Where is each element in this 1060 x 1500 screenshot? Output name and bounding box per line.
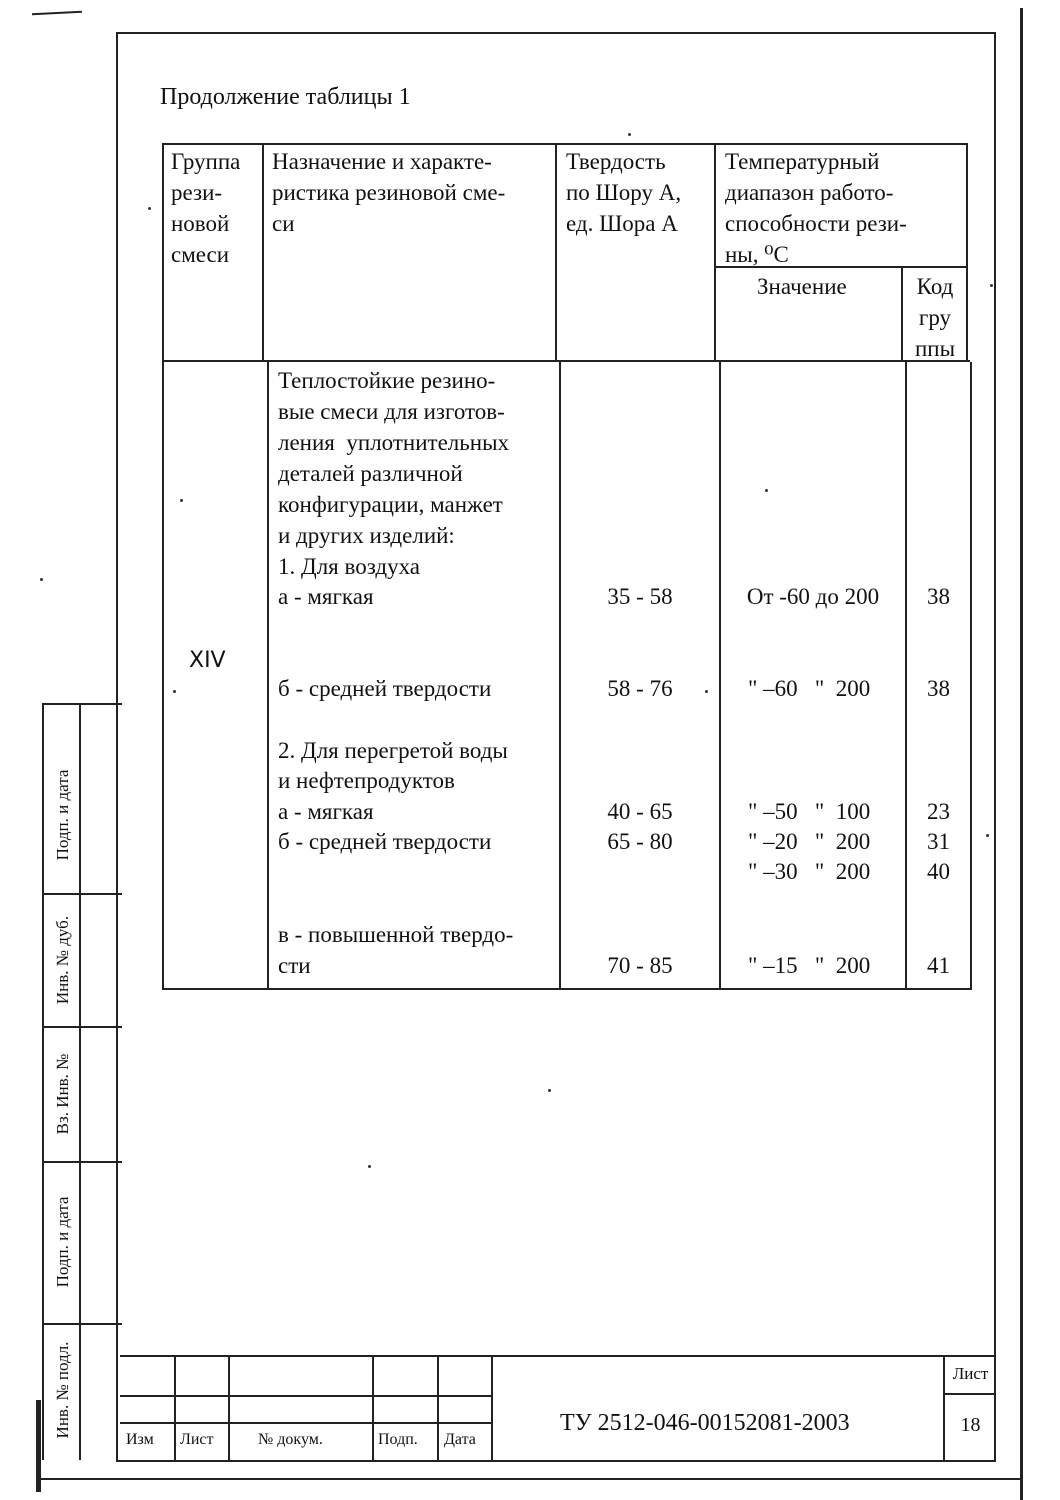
- scan-speck: [148, 207, 151, 210]
- scan-speck: [180, 499, 183, 502]
- sheet-label: Лист: [952, 1364, 989, 1383]
- scan-speck: [705, 690, 708, 693]
- scan-speck: [173, 690, 176, 693]
- scan-edge-right: [1020, 8, 1023, 1500]
- tb-col-date: Дата: [444, 1431, 476, 1448]
- bottom-edge: [36, 1478, 1020, 1480]
- scan-speck: [368, 1165, 371, 1168]
- scan-speck: [986, 834, 989, 837]
- scan-speck: [40, 578, 43, 581]
- side-label-orig-inv: Инв. № подл.: [53, 1341, 72, 1439]
- header-value: Значение: [757, 274, 847, 299]
- document-number: ТУ 2512-046-00152081-2003: [560, 1410, 850, 1436]
- scan-speck: [765, 489, 768, 492]
- tb-col-list: Лист: [180, 1431, 214, 1448]
- side-label-sign-date: Подп. и дата: [53, 769, 72, 861]
- side-label-sign-date-2: Подп. и дата: [53, 1196, 72, 1288]
- table-caption: Продолжение таблицы 1: [160, 84, 411, 110]
- tb-col-izm: Изм: [126, 1431, 154, 1448]
- scan-speck: [548, 1089, 551, 1092]
- sheet-number: 18: [960, 1414, 981, 1436]
- tb-col-sign: Подп.: [378, 1431, 418, 1448]
- scan-speck: [628, 133, 631, 136]
- side-label-dup-inv: Инв. № дуб.: [53, 915, 72, 1005]
- scan-speck: [990, 284, 993, 287]
- side-label-repl-inv: Вз. Инв. №: [53, 1053, 72, 1135]
- tb-col-doc: № докум.: [258, 1431, 323, 1448]
- group-value: XIV: [189, 648, 226, 673]
- scan-mark: [32, 11, 82, 16]
